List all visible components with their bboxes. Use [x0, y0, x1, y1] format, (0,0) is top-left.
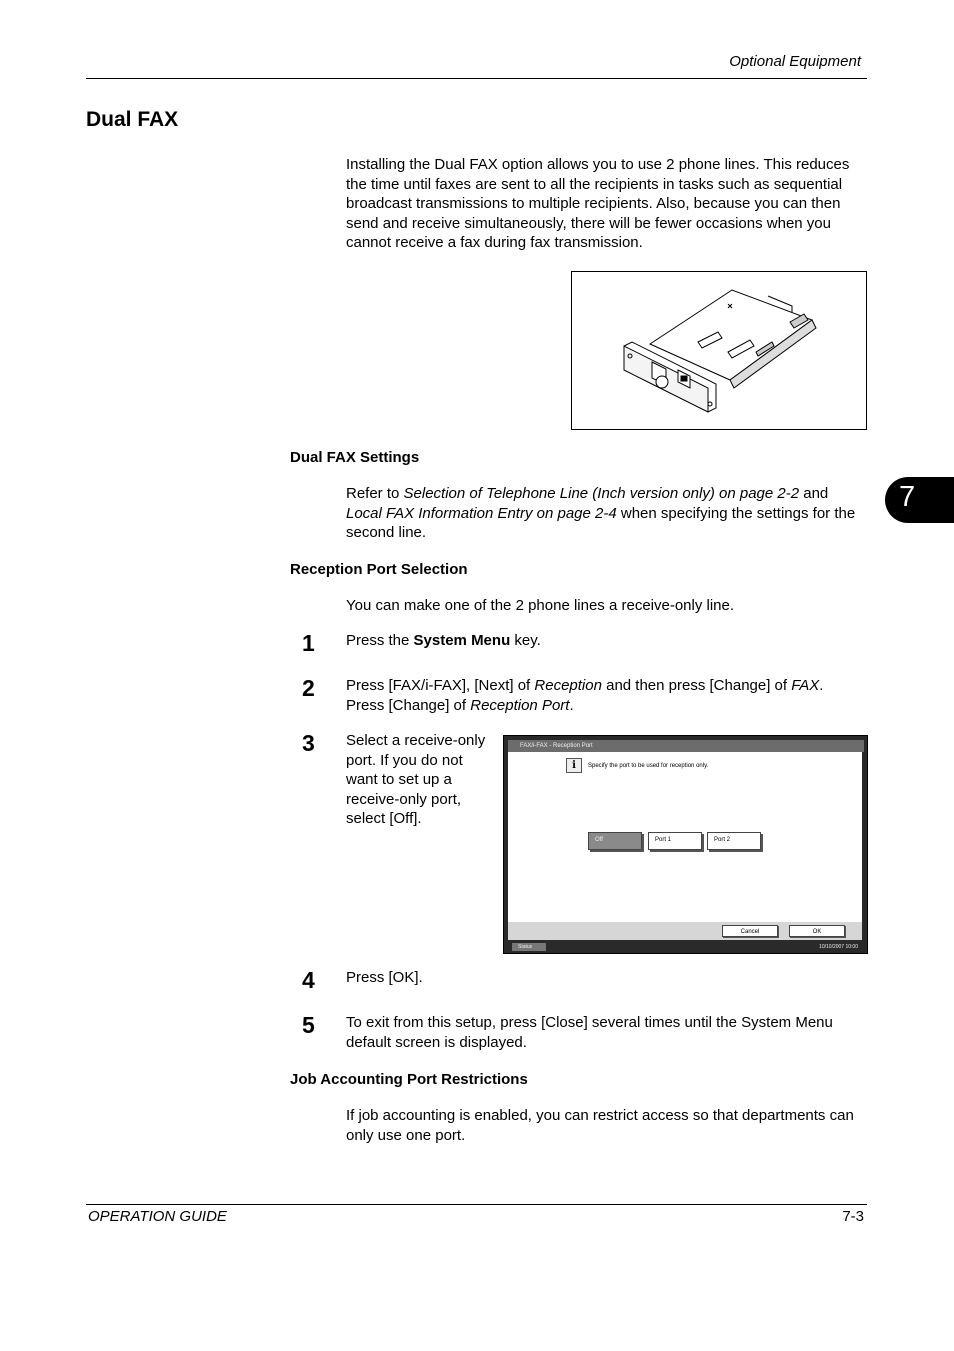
step-3-text: Select a receive-only port. If you do not want to set up a receive-only port, select [Off]. [346, 732, 486, 827]
footer-guide-name: OPERATION GUIDE [88, 1208, 227, 1225]
footer-rule [86, 1204, 867, 1205]
step-2-part: Reception Port [470, 696, 570, 714]
fax-card-drawing [572, 272, 866, 429]
step-2-part: and then press [Change] of [601, 677, 792, 694]
step-2-part: Press [Change] of [346, 696, 471, 714]
step-2-part: . [569, 696, 574, 714]
page-title: Dual FAX [86, 108, 179, 131]
system-menu-key: System Menu [413, 632, 511, 649]
job-accounting-heading: Job Accounting Port Restrictions [290, 1071, 528, 1088]
panel-info-text: Specify the port to be used for reception only. [588, 763, 709, 769]
settings-text-1: Refer to [346, 485, 404, 502]
running-header: Optional Equipment [729, 53, 861, 70]
step-2-part: Press [FAX/i-FAX], [Next] of [346, 677, 535, 694]
settings-ref-2: Local FAX Information Entry on page 2-4 [346, 504, 617, 522]
chapter-tab [885, 477, 954, 523]
step-number: 5 [302, 1012, 315, 1038]
settings-paragraph [346, 484, 866, 543]
reception-heading: Reception Port Selection [290, 561, 468, 578]
step-2-part: . [819, 677, 824, 694]
fax-card-illustration [571, 271, 867, 430]
job-accounting-paragraph: If job accounting is enabled, you can restrict access so that departments can only use one port. [346, 1107, 854, 1144]
reception-intro: You can make one of the 2 phone lines a receive-only line. [346, 597, 735, 614]
settings-text-2: and [799, 485, 829, 502]
step-number: 1 [302, 630, 315, 656]
reception-port-panel [503, 735, 868, 954]
step-number: 4 [302, 967, 315, 993]
status-button[interactable]: Status [512, 943, 546, 951]
step-1-part: key. [510, 632, 541, 649]
settings-text-3: when specifying the settings for the second line. [346, 504, 856, 541]
panel-title: FAX/i-FAX - Reception Port [508, 740, 864, 752]
settings-heading: Dual FAX Settings [290, 449, 420, 466]
step-1-text [346, 631, 866, 651]
status-datetime: 10/10/2007 10:00 [819, 944, 858, 950]
port-2-button[interactable]: Port 2 [707, 832, 761, 850]
chapter-number: 7 [899, 481, 916, 513]
step-5-text: To exit from this setup, press [Close] several times until the System Menu default screen is displayed. [346, 1014, 833, 1051]
cancel-button[interactable]: Cancel [722, 925, 778, 937]
step-number: 3 [302, 730, 315, 756]
step-2-part: Reception [534, 677, 602, 694]
port-1-button[interactable]: Port 1 [648, 832, 702, 850]
ok-button[interactable]: OK [789, 925, 845, 937]
panel-footer [508, 922, 862, 940]
info-icon: i [566, 758, 582, 773]
header-rule [86, 78, 867, 79]
off-button[interactable]: Off [588, 832, 642, 850]
step-2-part: FAX [791, 677, 820, 694]
step-4-text: Press [OK]. [346, 969, 423, 986]
step-1-part: Press the [346, 632, 414, 649]
settings-ref-1: Selection of Telephone Line (Inch version only) on page 2-2 [403, 485, 800, 502]
panel-status-bar [508, 943, 862, 951]
page-number: 7-3 [842, 1208, 864, 1225]
step-2-text [346, 676, 866, 715]
panel-body [508, 752, 862, 922]
intro-paragraph: Installing the Dual FAX option allows you to use 2 phone lines. This reduces the time until faxes are sent to all the recipients in tasks such as sequential broadcast transmissions to multiple recipients. Also, because you can then send and receive simultaneously, there will be fewer occasions when you cannot receive a fax during fax transmission. [346, 156, 850, 251]
step-number: 2 [302, 675, 315, 701]
